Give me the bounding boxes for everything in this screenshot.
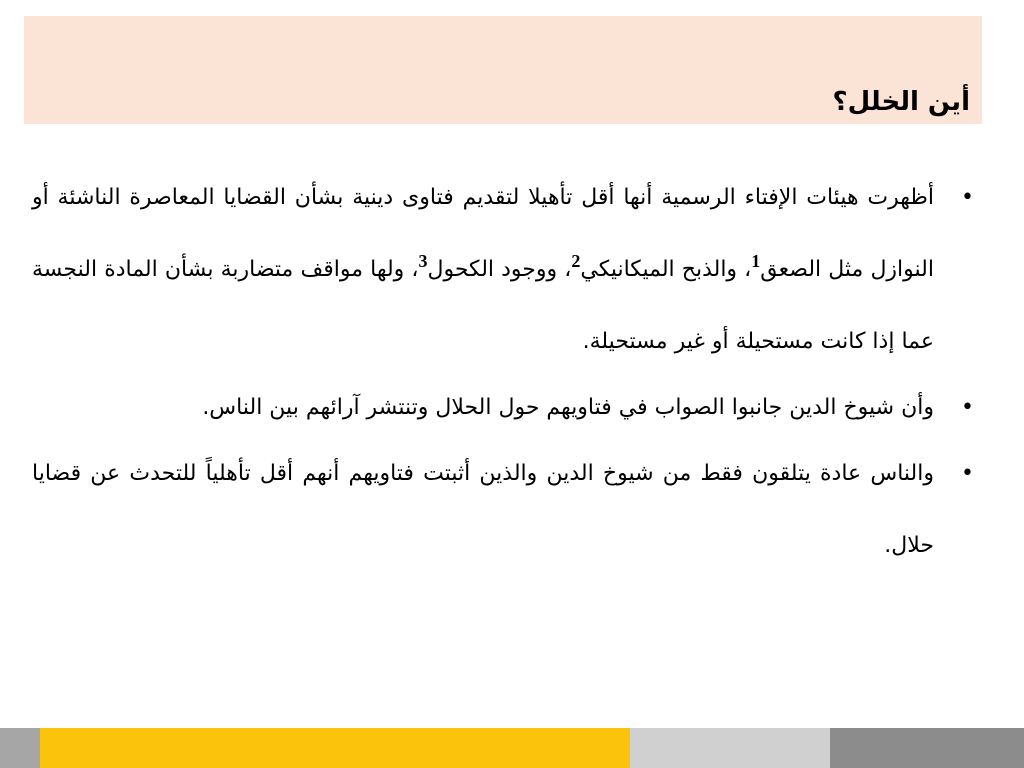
bullet-dot-icon: • — [961, 395, 974, 420]
footer-segment-dark-gray — [830, 728, 1024, 768]
bullet-item — [32, 438, 982, 582]
footer-segment-yellow — [40, 728, 630, 768]
bullet-dot-icon: • — [961, 185, 974, 210]
slide-title: أين الخلل؟ — [832, 87, 970, 117]
bullet-text: ، والذبح الميكانيكي — [580, 257, 752, 282]
footer-segment-gray — [0, 728, 40, 768]
bullet-text: أظهرت هيئات الإفتاء الرسمية أنها أقل تأهيلا لتقديم فتاوى دينية بشأن القضايا المعاصرة الناشئة أو النوازل مثل الصعق — [32, 185, 934, 282]
title-bar — [24, 16, 982, 124]
bullet-text: ، ولها مواقف متضاربة بشأن المادة النجسة عما إذا كانت مستحيلة أو غير مستحيلة. — [32, 257, 934, 354]
bullet-text: وأن شيوخ الدين جانبوا الصواب في فتاويهم حول الحلال وتنتشر آرائهم بين الناس. — [202, 395, 934, 420]
bullet-text: ، ووجود الكحول — [427, 257, 572, 282]
footnote-reference: 1 — [751, 251, 761, 271]
bullet-item — [32, 372, 982, 444]
footer-bar — [0, 728, 1024, 768]
bullet-list — [32, 162, 982, 582]
footnote-reference: 3 — [418, 251, 428, 271]
bullet-text: والناس عادة يتلقون فقط من شيوخ الدين والذين أثبتت فتاويهم أنهم أقل تأهلياً للتحدث عن قضايا حلال. — [32, 461, 934, 558]
bullet-item — [32, 162, 982, 378]
footer-segment-light-gray — [630, 728, 830, 768]
footnote-reference: 2 — [571, 251, 581, 271]
bullet-dot-icon: • — [961, 461, 974, 486]
